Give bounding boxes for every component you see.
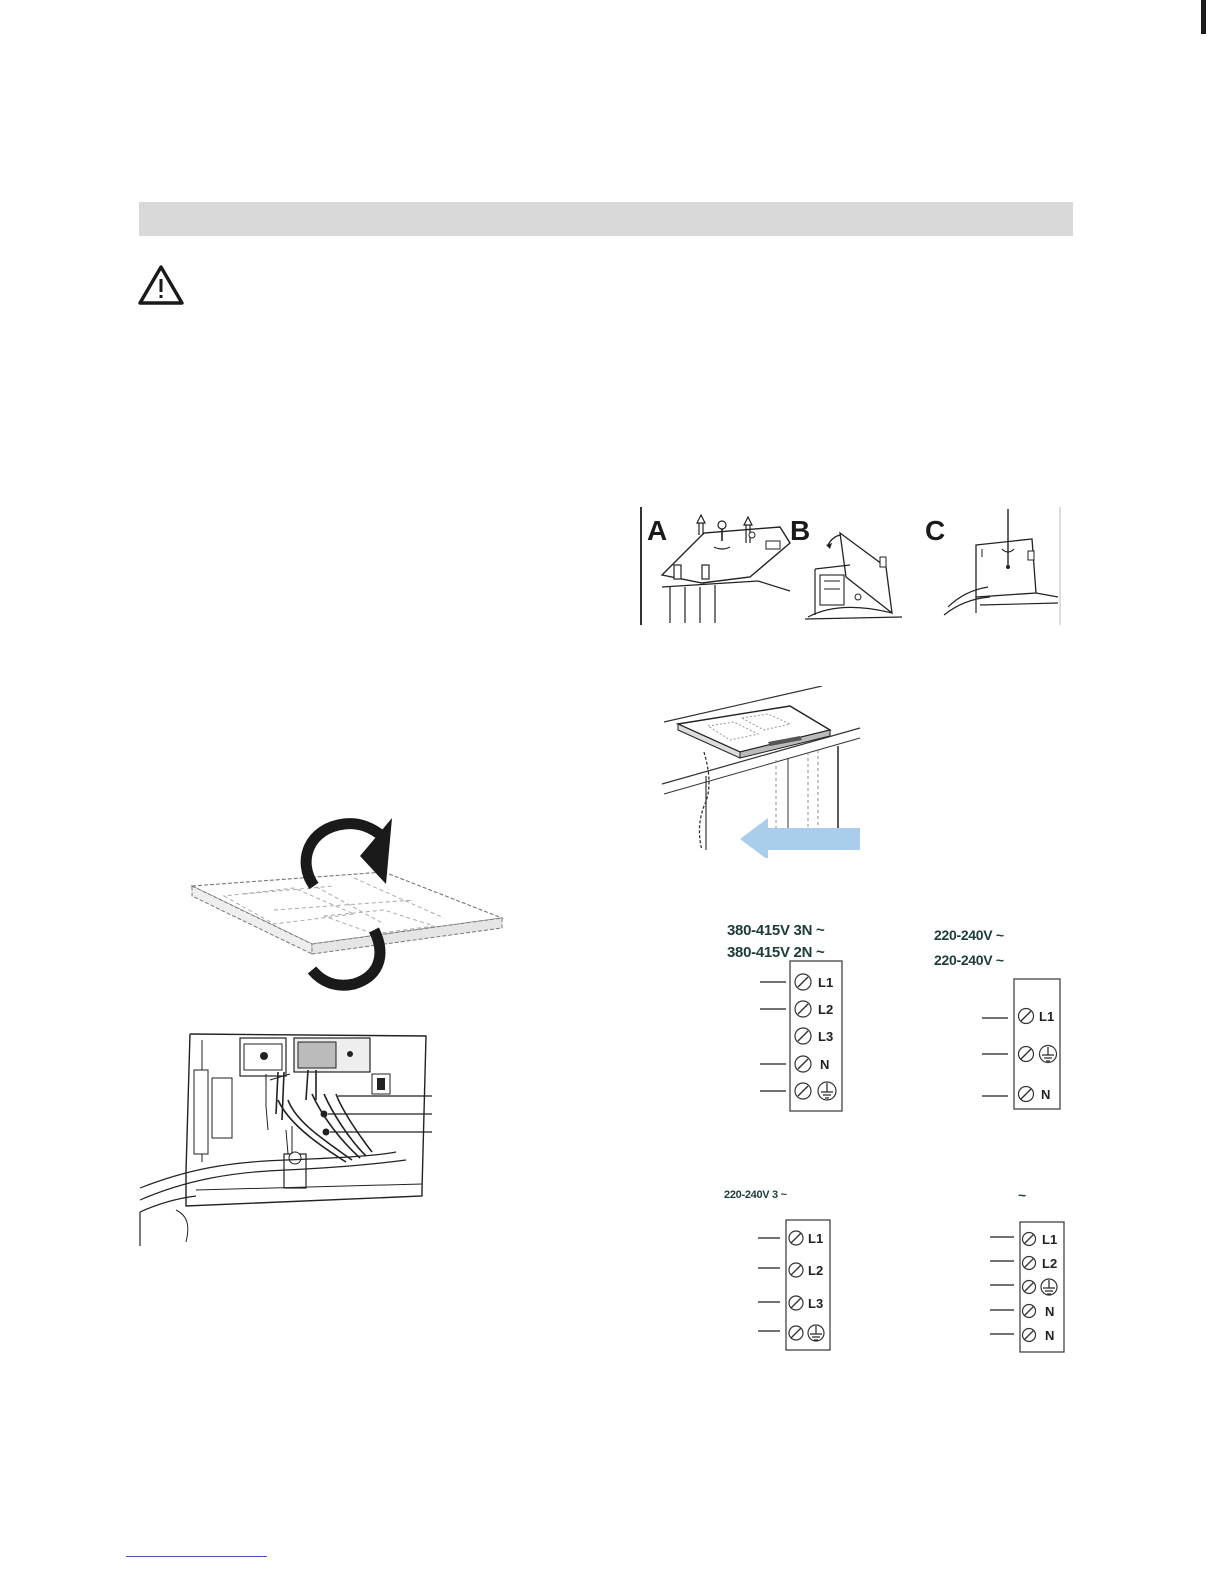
earth-symbol-icon bbox=[1041, 1279, 1057, 1295]
wiring-4-terminal-n2: N bbox=[1045, 1328, 1055, 1343]
wiring-1-terminal-l2: L2 bbox=[818, 1002, 834, 1017]
cover-removal-drawing bbox=[640, 505, 1062, 627]
figure-label-b: B bbox=[790, 515, 811, 546]
terminal-box-figure bbox=[136, 1030, 438, 1248]
warning-icon bbox=[137, 264, 185, 306]
section-header-bar bbox=[139, 202, 1073, 236]
earth-symbol-icon bbox=[818, 1082, 836, 1100]
wiring-4-terminal-n1: N bbox=[1045, 1304, 1055, 1319]
wiring-3-terminal-l1: L1 bbox=[808, 1231, 824, 1246]
wiring-1-terminal-l3: L3 bbox=[818, 1029, 834, 1044]
wiring-3-terminal-block bbox=[756, 1218, 834, 1352]
wiring-2-terminal-block bbox=[980, 978, 1064, 1112]
wiring-3-terminal-l3: L3 bbox=[808, 1296, 824, 1311]
wiring-3-terminal-l2: L2 bbox=[808, 1263, 824, 1278]
slide-arrow-body bbox=[762, 828, 860, 850]
wiring-1-terminal-l1: L1 bbox=[818, 975, 834, 990]
wiring-2-voltage-line-2: 220-240V ~ bbox=[934, 952, 1004, 968]
rotate-hob-figure bbox=[184, 814, 520, 994]
cover-removal-figure bbox=[640, 505, 1062, 627]
earth-symbol-icon bbox=[1040, 1046, 1057, 1063]
hob-in-counter-figure bbox=[660, 686, 872, 858]
wiring-1-terminal-n: N bbox=[820, 1057, 830, 1072]
figure-label-c: C bbox=[925, 515, 946, 546]
figure-label-a: A bbox=[647, 515, 668, 546]
wiring-1-terminal-block bbox=[758, 960, 848, 1112]
wiring-2-voltage-line-1: 220-240V ~ bbox=[934, 927, 1004, 943]
wiring-1-voltage-line-2: 380-415V 2N ~ bbox=[727, 944, 825, 961]
wiring-4-voltage-line-1: ~ bbox=[1018, 1187, 1026, 1203]
wiring-4-terminal-block bbox=[988, 1220, 1068, 1354]
wiring-2-terminal-n: N bbox=[1041, 1087, 1051, 1102]
wiring-3-voltage-line-1: 220-240V 3 ~ bbox=[724, 1189, 787, 1201]
footer-link-underline bbox=[126, 1556, 267, 1557]
wiring-2-terminal-l1: L1 bbox=[1039, 1009, 1055, 1024]
earth-symbol-icon bbox=[808, 1325, 824, 1341]
wiring-1-voltage-line-1: 380-415V 3N ~ bbox=[727, 922, 825, 939]
page-edge-mark bbox=[1201, 0, 1206, 34]
wiring-4-terminal-l1: L1 bbox=[1042, 1232, 1058, 1247]
slide-arrow-icon bbox=[740, 818, 768, 858]
wiring-4-terminal-l2: L2 bbox=[1042, 1256, 1058, 1271]
